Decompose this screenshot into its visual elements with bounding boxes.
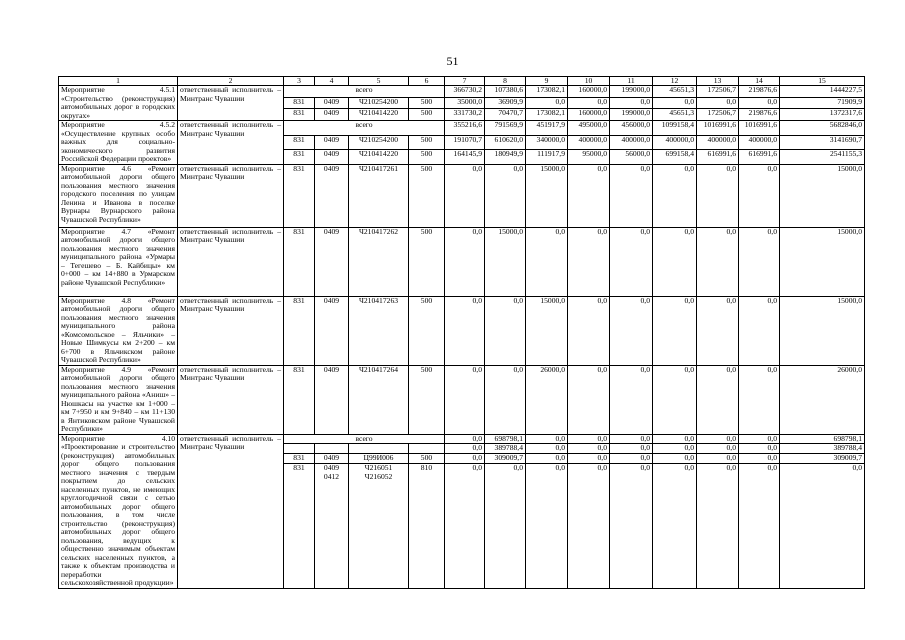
activity-name: Мероприятие 4.5.2 «Осуществление крупных особо важных для социально-экономического развития Российской Федерации проектов» bbox=[59, 121, 178, 165]
total-label: всего bbox=[284, 86, 445, 98]
year-value: 95000,0 bbox=[568, 150, 610, 165]
year-value: 0,0 bbox=[568, 296, 610, 365]
year-value: 616991,6 bbox=[697, 150, 739, 165]
column-number-header: 3 bbox=[284, 77, 315, 86]
year-value: 0,0 bbox=[697, 227, 739, 296]
year-value: 45651,3 bbox=[653, 109, 697, 121]
year-value: 400000,0 bbox=[739, 135, 780, 150]
year-value: 400000,0 bbox=[653, 135, 697, 150]
section-code: 0409 0412 bbox=[315, 464, 349, 588]
year-value: 0,0 bbox=[445, 434, 485, 444]
year-value: 0,0 bbox=[445, 164, 485, 227]
target-article-code: Ч210254200 bbox=[349, 135, 409, 150]
expense-type-code: 500 bbox=[409, 365, 445, 434]
year-value: 0,0 bbox=[445, 296, 485, 365]
column-number-header: 8 bbox=[485, 77, 526, 86]
year-value: 791569,9 bbox=[485, 121, 526, 136]
year-value: 0,0 bbox=[568, 97, 610, 109]
year-value: 0,0 bbox=[739, 464, 780, 588]
year-value: 699158,4 bbox=[653, 150, 697, 165]
year-value: 0,0 bbox=[739, 434, 780, 444]
column-number-header: 9 bbox=[526, 77, 568, 86]
activity-name: Мероприятие 4.5.1 «Строительство (реконструкция) автомобильных дорог в городских округах» bbox=[59, 86, 178, 121]
column-number-header: 4 bbox=[315, 77, 349, 86]
year-value: 309009,7 bbox=[485, 454, 526, 464]
year-value: 366730,2 bbox=[445, 86, 485, 98]
year-value: 0,0 bbox=[697, 365, 739, 434]
year-value: 0,0 bbox=[697, 454, 739, 464]
responsible-executor: ответственный исполнитель – Минтранс Чувашии bbox=[178, 227, 284, 296]
year-value: 0,0 bbox=[653, 365, 697, 434]
year-value: 0,0 bbox=[653, 164, 697, 227]
year-value: 616991,6 bbox=[739, 150, 780, 165]
table-row bbox=[59, 434, 865, 444]
expense-type-code: 500 bbox=[409, 227, 445, 296]
grbs-code: 831 bbox=[284, 150, 315, 165]
total-value: 26000,0 bbox=[780, 365, 865, 434]
expense-type-code: 810 bbox=[409, 464, 445, 588]
year-value: 219876,6 bbox=[739, 109, 780, 121]
year-value: 400000,0 bbox=[697, 135, 739, 150]
year-value: 15000,0 bbox=[526, 164, 568, 227]
expense-type-code: 500 bbox=[409, 164, 445, 227]
year-value: 0,0 bbox=[697, 464, 739, 588]
year-value: 331730,2 bbox=[445, 109, 485, 121]
year-value: 400000,0 bbox=[568, 135, 610, 150]
target-article-code: Ч210254200 bbox=[349, 97, 409, 109]
section-code: 0409 bbox=[315, 454, 349, 464]
year-value: 15000,0 bbox=[485, 227, 526, 296]
year-value: 0,0 bbox=[526, 97, 568, 109]
year-value: 0,0 bbox=[739, 227, 780, 296]
section-code bbox=[315, 444, 349, 454]
year-value: 0,0 bbox=[445, 444, 485, 454]
year-value: 0,0 bbox=[653, 227, 697, 296]
year-value: 107380,6 bbox=[485, 86, 526, 98]
total-value: 71909,9 bbox=[780, 97, 865, 109]
year-value: 160000,0 bbox=[568, 86, 610, 98]
responsible-executor: ответственный исполнитель – Минтранс Чувашии bbox=[178, 86, 284, 121]
year-value: 0,0 bbox=[653, 454, 697, 464]
target-article-code: Ц99И006 bbox=[349, 454, 409, 464]
year-value: 0,0 bbox=[739, 365, 780, 434]
year-value: 35000,0 bbox=[445, 97, 485, 109]
expense-type-code: 500 bbox=[409, 150, 445, 165]
year-value: 164145,9 bbox=[445, 150, 485, 165]
year-value: 0,0 bbox=[653, 97, 697, 109]
year-value: 610620,0 bbox=[485, 135, 526, 150]
total-value: 0,0 bbox=[780, 464, 865, 588]
responsible-executor: ответственный исполнитель – Минтранс Чувашии bbox=[178, 164, 284, 227]
year-value: 0,0 bbox=[445, 227, 485, 296]
year-value: 0,0 bbox=[697, 444, 739, 454]
year-value: 0,0 bbox=[445, 464, 485, 588]
activity-name: Мероприятие 4.10 «Проектирование и строительство (реконструкция) автомобильных дорог общего пользования местного значения с твердым покрытием до сельских населенных пунктов, не имеющих круглогодичной связи с сетью автомобильных дорог общего пользования, в том числе строительство (реконструкция) автомобильных дорог общего пользования, ведущих к общественно значимым объектам сельских населенных пунктов, а также к объектам производства и переработки сельскохозяйственной продукции» bbox=[59, 434, 178, 588]
year-value: 0,0 bbox=[739, 296, 780, 365]
year-value: 340000,0 bbox=[526, 135, 568, 150]
expense-type-code bbox=[409, 444, 445, 454]
total-label: всего bbox=[284, 121, 445, 136]
page-number: 51 bbox=[446, 54, 459, 68]
year-value: 0,0 bbox=[526, 444, 568, 454]
year-value: 0,0 bbox=[739, 444, 780, 454]
expense-type-code: 500 bbox=[409, 97, 445, 109]
year-value: 0,0 bbox=[568, 434, 610, 444]
year-value: 0,0 bbox=[739, 97, 780, 109]
year-value: 451917,9 bbox=[526, 121, 568, 136]
total-label: всего bbox=[284, 434, 445, 444]
year-value: 0,0 bbox=[526, 454, 568, 464]
year-value: 56000,0 bbox=[610, 150, 653, 165]
year-value: 0,0 bbox=[697, 97, 739, 109]
year-value: 0,0 bbox=[697, 164, 739, 227]
year-value: 355216,6 bbox=[445, 121, 485, 136]
year-value: 0,0 bbox=[610, 365, 653, 434]
target-article-code: Ч210417261 bbox=[349, 164, 409, 227]
activity-name: Мероприятие 4.7 «Ремонт автомобильной дороги общего пользования местного значения муниципального района «Урмары – Тегешево – Б. Кайбицы» км 0+000 – км 14+880 в Урмарском районе Чувашской Республики» bbox=[59, 227, 178, 296]
total-value: 698798,1 bbox=[780, 434, 865, 444]
total-value: 389788,4 bbox=[780, 444, 865, 454]
total-value: 15000,0 bbox=[780, 227, 865, 296]
year-value: 0,0 bbox=[610, 296, 653, 365]
section-code: 0409 bbox=[315, 150, 349, 165]
target-article-code: Ч210417263 bbox=[349, 296, 409, 365]
year-value: 173082,1 bbox=[526, 86, 568, 98]
year-value: 0,0 bbox=[610, 164, 653, 227]
column-number-header: 13 bbox=[697, 77, 739, 86]
grbs-code: 831 bbox=[284, 97, 315, 109]
year-value: 0,0 bbox=[568, 164, 610, 227]
year-value: 0,0 bbox=[526, 227, 568, 296]
expense-type-code: 500 bbox=[409, 109, 445, 121]
total-value: 309009,7 bbox=[780, 454, 865, 464]
column-number-header: 6 bbox=[409, 77, 445, 86]
column-number-header: 5 bbox=[349, 77, 409, 86]
year-value: 15000,0 bbox=[526, 296, 568, 365]
responsible-executor: ответственный исполнитель – Минтранс Чувашии bbox=[178, 121, 284, 165]
grbs-code: 831 bbox=[284, 365, 315, 434]
grbs-code: 831 bbox=[284, 164, 315, 227]
section-code: 0409 bbox=[315, 164, 349, 227]
year-value: 495000,0 bbox=[568, 121, 610, 136]
target-article-code: Ч210417264 bbox=[349, 365, 409, 434]
year-value: 199000,0 bbox=[610, 86, 653, 98]
year-value: 0,0 bbox=[568, 464, 610, 588]
year-value: 199000,0 bbox=[610, 109, 653, 121]
section-code: 0409 bbox=[315, 365, 349, 434]
column-number-header: 12 bbox=[653, 77, 697, 86]
total-value: 1372317,6 bbox=[780, 109, 865, 121]
year-value: 0,0 bbox=[568, 227, 610, 296]
section-code: 0409 bbox=[315, 109, 349, 121]
year-value: 0,0 bbox=[485, 296, 526, 365]
year-value: 698798,1 bbox=[485, 434, 526, 444]
target-article-code: Ч210414220 bbox=[349, 109, 409, 121]
program-activities-table bbox=[58, 76, 865, 589]
section-code: 0409 bbox=[315, 135, 349, 150]
grbs-code: 831 bbox=[284, 454, 315, 464]
year-value: 0,0 bbox=[610, 227, 653, 296]
year-value: 172506,7 bbox=[697, 86, 739, 98]
total-value: 5682846,0 bbox=[780, 121, 865, 136]
year-value: 0,0 bbox=[445, 454, 485, 464]
grbs-code: 831 bbox=[284, 135, 315, 150]
total-value: 15000,0 bbox=[780, 296, 865, 365]
year-value: 219876,6 bbox=[739, 86, 780, 98]
table-row bbox=[59, 121, 865, 136]
expense-type-code: 500 bbox=[409, 454, 445, 464]
column-number-header: 10 bbox=[568, 77, 610, 86]
year-value: 0,0 bbox=[610, 434, 653, 444]
year-value: 1099158,4 bbox=[653, 121, 697, 136]
year-value: 191070,7 bbox=[445, 135, 485, 150]
column-number-header: 2 bbox=[178, 77, 284, 86]
target-article-code: Ч210414220 bbox=[349, 150, 409, 165]
year-value: 0,0 bbox=[697, 296, 739, 365]
column-number-header: 7 bbox=[445, 77, 485, 86]
target-article-code bbox=[349, 444, 409, 454]
total-value: 3141690,7 bbox=[780, 135, 865, 150]
responsible-executor: ответственный исполнитель – Минтранс Чувашии bbox=[178, 365, 284, 434]
year-value: 0,0 bbox=[610, 464, 653, 588]
section-code: 0409 bbox=[315, 296, 349, 365]
activity-name: Мероприятие 4.6 «Ремонт автомобильной дороги общего пользования местного значения городского поселения по улицам Ленина и Иванова в поселке Вурнары Вурнарского района Чувашской Республики» bbox=[59, 164, 178, 227]
year-value: 400000,0 bbox=[610, 135, 653, 150]
year-value: 0,0 bbox=[610, 454, 653, 464]
year-value: 0,0 bbox=[610, 97, 653, 109]
year-value: 0,0 bbox=[485, 365, 526, 434]
year-value: 1016991,6 bbox=[739, 121, 780, 136]
header-row bbox=[59, 77, 865, 86]
table-row bbox=[59, 365, 865, 434]
year-value: 173082,1 bbox=[526, 109, 568, 121]
grbs-code: 831 bbox=[284, 227, 315, 296]
grbs-code: 831 bbox=[284, 296, 315, 365]
grbs-code bbox=[284, 444, 315, 454]
year-value: 111917,9 bbox=[526, 150, 568, 165]
year-value: 26000,0 bbox=[526, 365, 568, 434]
year-value: 70470,7 bbox=[485, 109, 526, 121]
grbs-code: 831 bbox=[284, 464, 315, 588]
column-number-header: 11 bbox=[610, 77, 653, 86]
table-row bbox=[59, 296, 865, 365]
year-value: 0,0 bbox=[653, 296, 697, 365]
year-value: 45651,3 bbox=[653, 86, 697, 98]
year-value: 0,0 bbox=[568, 365, 610, 434]
year-value: 36909,9 bbox=[485, 97, 526, 109]
total-value: 1444227,5 bbox=[780, 86, 865, 98]
year-value: 0,0 bbox=[485, 464, 526, 588]
expense-type-code: 500 bbox=[409, 296, 445, 365]
activity-name: Мероприятие 4.9 «Ремонт автомобильной дороги общего пользования местного значения муниципального района «Аниш» – Нюшкасы на участке км 1+000 – км 7+950 и км 9+840 – км 11+130 в Янтиковском районе Чувашской Республики» bbox=[59, 365, 178, 434]
year-value: 0,0 bbox=[526, 434, 568, 444]
year-value: 0,0 bbox=[653, 464, 697, 588]
column-number-header: 14 bbox=[739, 77, 780, 86]
year-value: 0,0 bbox=[739, 164, 780, 227]
year-value: 0,0 bbox=[485, 164, 526, 227]
year-value: 0,0 bbox=[697, 434, 739, 444]
section-code: 0409 bbox=[315, 97, 349, 109]
column-number-header: 15 bbox=[780, 77, 865, 86]
target-article-code: Ч210417262 bbox=[349, 227, 409, 296]
year-value: 456000,0 bbox=[610, 121, 653, 136]
column-number-header: 1 bbox=[59, 77, 178, 86]
year-value: 0,0 bbox=[568, 444, 610, 454]
total-value: 2541155,3 bbox=[780, 150, 865, 165]
year-value: 160000,0 bbox=[568, 109, 610, 121]
year-value: 1016991,6 bbox=[697, 121, 739, 136]
year-value: 0,0 bbox=[445, 365, 485, 434]
year-value: 172506,7 bbox=[697, 109, 739, 121]
activity-name: Мероприятие 4.8 «Ремонт автомобильной дороги общего пользования местного значения муниципального района «Комсомольское – Яльчики» – Новые Шимкусы км 2+200 – км 6+700 в Яльчикском районе Чувашской Республики» bbox=[59, 296, 178, 365]
year-value: 0,0 bbox=[568, 454, 610, 464]
year-value: 389788,4 bbox=[485, 444, 526, 454]
total-value: 15000,0 bbox=[780, 164, 865, 227]
table-row bbox=[59, 86, 865, 98]
target-article-code: Ч216051 Ч216052 bbox=[349, 464, 409, 588]
grbs-code: 831 bbox=[284, 109, 315, 121]
expense-type-code: 500 bbox=[409, 135, 445, 150]
table-row bbox=[59, 164, 865, 227]
year-value: 0,0 bbox=[653, 434, 697, 444]
year-value: 180949,9 bbox=[485, 150, 526, 165]
year-value: 0,0 bbox=[526, 464, 568, 588]
year-value: 0,0 bbox=[610, 444, 653, 454]
responsible-executor: ответственный исполнитель – Минтранс Чувашии bbox=[178, 296, 284, 365]
year-value: 0,0 bbox=[653, 444, 697, 454]
responsible-executor: ответственный исполнитель – Минтранс Чувашии bbox=[178, 434, 284, 588]
table-row bbox=[59, 227, 865, 296]
section-code: 0409 bbox=[315, 227, 349, 296]
year-value: 0,0 bbox=[739, 454, 780, 464]
